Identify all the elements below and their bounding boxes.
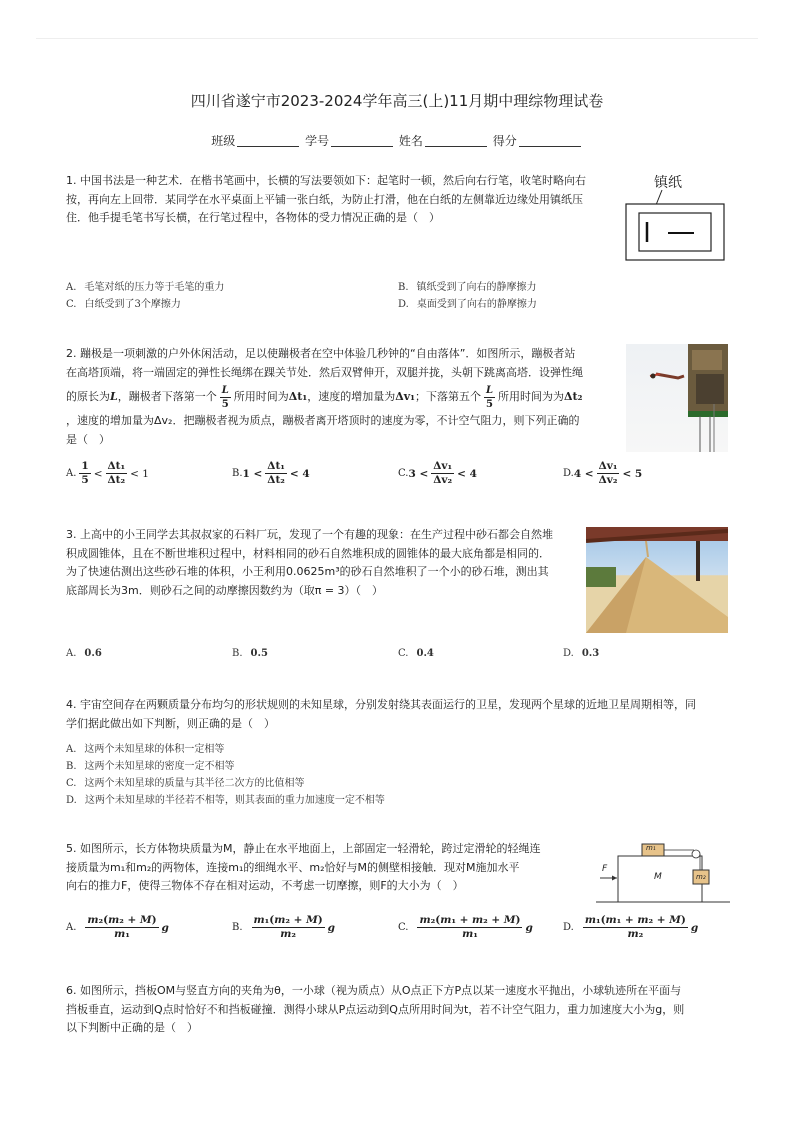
q3-line-1: 3. 上高中的小王同学去其叔叔家的石料厂玩，发现了一个有趣的现象：在生产过程中砂石都会自然堆 <box>66 528 553 541</box>
q4-option-d[interactable]: D. 这两个未知星球的半径若不相等，则其表面的重力加速度一定不相等 <box>66 795 385 806</box>
paper-weight-diagram <box>624 170 728 264</box>
q2-line-3: 的原长为 L ，蹦极者下落第一个 $\frac{L}{5}$ 所用时间为 Δt₁ ，速度的增加量为 Δv₁ ；下落第五个 $\frac{L}{5}$ 所用时间为为 Δt₂ <box>66 384 583 410</box>
q5-line-1: 5. 如图所示，长方体物块质量为M，静止在水平地面上，上部固定一轻滑轮，跨过定滑轮的轻绳连 <box>66 842 541 855</box>
q3-option-d[interactable]: D. 0.3 <box>563 648 600 659</box>
q5-line-2: 接质量为m₁和m₂的两物体，连接m₁的细绳水平、m₂恰好与M的侧壁相接触．现对M施加水平 <box>66 860 520 874</box>
q2-option-c[interactable]: C. 3 < $\frac{\text{Δv₁}}{\text{Δv₂}}$ < 4 <box>398 460 477 486</box>
fig-force-label: F <box>602 864 608 874</box>
page-title: 四川省遂宁市2023-2024学年高三(上)11月期中理综物理试卷 <box>190 92 604 110</box>
q3-option-a[interactable]: A. 0.6 <box>66 648 102 659</box>
q3-sand-pile-photo <box>586 527 728 633</box>
score-label: 得分 <box>492 134 517 148</box>
q5-figure <box>596 838 730 904</box>
class-label: 班级 <box>211 134 236 148</box>
top-rule <box>36 38 758 39</box>
q5-option-d[interactable]: D. $\frac{\text{m₁(m₁ + m₂ + M)}}{\text{m₂}}$ g <box>563 914 699 940</box>
q3-line-4: 底部周长为3m．则砂石之间的动摩擦因数约为（取π = 3）（ ） <box>66 583 384 597</box>
class-blank[interactable] <box>237 146 299 147</box>
q6-line-2: 挡板垂直，运动到Q点时恰好不和挡板碰撞．测得小球从P点运动到Q点所用时间为t，若不计空气阻力，重力加速度大小为g，则 <box>66 1002 685 1016</box>
q2-line-4: ，速度的增加量为Δv₂．把蹦极者视为质点，蹦极者离开塔顶时的速度为零，不计空气阻力，则下列正确的 <box>66 414 580 428</box>
q2-fraction-l5-b: $\frac{L}{5}$ <box>485 384 493 410</box>
q6-line-1: 6. 如图所示，挡板OM与竖直方向的夹角为θ，一小球（视为质点）从O点正下方P点以某一速度水平抛出，小球轨迹所在平面与 <box>66 984 682 997</box>
q2-bungee-photo <box>626 344 728 452</box>
question-5 <box>66 840 596 896</box>
fig-m2-label: m₂ <box>696 873 706 881</box>
q2-line-5: 是（ ） <box>66 432 110 446</box>
q4-line-2: 学们据此做出如下判断，则正确的是（ ） <box>66 716 275 730</box>
question-3 <box>66 526 584 600</box>
sand-pile-illustration <box>586 527 728 633</box>
q6-line-3: 以下判断中正确的是（ ） <box>66 1021 198 1035</box>
q5-option-c[interactable]: C. $\frac{\text{m₂(m₁ + m₂ + M)}}{\text{m₁}}$ g <box>398 914 533 940</box>
q1-option-d[interactable]: D. 桌面受到了向右的静摩擦力 <box>398 299 537 310</box>
id-label: 学号 <box>305 134 330 148</box>
q2-option-b[interactable]: B. 1 < $\frac{\text{Δt₁}}{\text{Δt₂}}$ < 4 <box>232 460 310 486</box>
question-6 <box>66 982 736 1038</box>
q5-line-3: 向右的推力F，使得三物体不存在相对运动，不考虑一切摩擦，则F的大小为（ ） <box>66 879 464 893</box>
q3-option-c[interactable]: C. 0.4 <box>398 648 434 659</box>
q2-line-1: 2. 蹦极是一项刺激的户外休闲活动，足以使蹦极者在空中体验几秒钟的“自由落体”．如图所示，蹦极者站 <box>66 347 576 360</box>
q1-line-3: 住．他手提毛笔书写长横，在行笔过程中，各物体的受力情况正确的是（ ） <box>66 211 440 225</box>
fig-m1-label: m₁ <box>646 844 656 852</box>
score-blank[interactable] <box>519 146 581 147</box>
question-1 <box>66 172 626 228</box>
q3-option-b[interactable]: B. 0.5 <box>232 648 268 659</box>
question-4 <box>66 696 736 733</box>
info-line <box>0 132 794 149</box>
q1-option-a[interactable]: A. 毛笔对纸的压力等于毛笔的重力 <box>66 282 225 293</box>
q1-option-c[interactable]: C. 白纸受到了3个摩擦力 <box>66 299 181 310</box>
question-2 <box>66 345 626 449</box>
q3-line-2: 积成圆锥体，且在不断世堆积过程中，材料相同的砂石自然堆积成的圆锥体的最大底角都是相同的． <box>66 546 550 560</box>
q3-line-3: 为了快速估测出这些砂石堆的体积，小王利用0.0625m³的砂石自然堆积了一个小的砂石堆，测出其 <box>66 565 549 579</box>
q2-fraction-l5-a: $\frac{L}{5}$ <box>221 384 229 410</box>
q4-line-1: 4. 宇宙空间存在两颗质量分布均匀的形状规则的未知星球，分别发射绕其表面运行的卫星，发现两个星球的近地卫星周期相等，同 <box>66 698 696 711</box>
q1-line-2: 按，再向左上回带．某同学在水平桌面上平铺一张白纸，为防止打滑，他在白纸的左侧靠近边缘处用镇纸压 <box>66 192 583 206</box>
q2-option-a[interactable]: A. $\frac{1}{5}$ < $\frac{\text{Δt₁}}{\text{Δt₂}}$ < 1 <box>66 460 149 486</box>
q1-figure <box>624 170 728 264</box>
bungee-tower-illustration <box>626 344 728 452</box>
q2-option-d[interactable]: D. 4 < $\frac{\text{Δv₁}}{\text{Δv₂}}$ < 5 <box>563 460 643 486</box>
q5-option-a[interactable]: A. $\frac{\text{m₂(m₂ + M)}}{\text{m₁}}$ g <box>66 914 169 940</box>
id-blank[interactable] <box>331 146 393 147</box>
fig-big-m-label: M <box>654 872 662 882</box>
q5-option-b[interactable]: B. $\frac{\text{m₁(m₂ + M)}}{\text{m₂}}$ g <box>232 914 336 940</box>
q1-option-b[interactable]: B. 镇纸受到了向右的静摩擦力 <box>398 282 537 293</box>
q4-option-c[interactable]: C. 这两个未知星球的质量与其半径二次方的比值相等 <box>66 778 305 789</box>
q1-line-1: 1. 中国书法是一种艺术．在楷书笔画中，长横的写法要领如下：起笔时一顿，然后向右行笔，收笔时略向右 <box>66 174 586 187</box>
block-pulley-diagram <box>596 838 730 904</box>
q2-line-2: 在高塔顶端，将一端固定的弹性长绳绑在踝关节处．然后双臂伸开，双腿并拢，头朝下跳离高塔．设弹性绳 <box>66 365 583 379</box>
q4-option-a[interactable]: A. 这两个未知星球的体积一定相等 <box>66 744 225 755</box>
name-label: 姓名 <box>398 134 423 148</box>
q4-option-b[interactable]: B. 这两个未知星球的密度一定不相等 <box>66 761 235 772</box>
name-blank[interactable] <box>425 146 487 147</box>
q1-figure-label: 镇纸 <box>654 175 682 191</box>
